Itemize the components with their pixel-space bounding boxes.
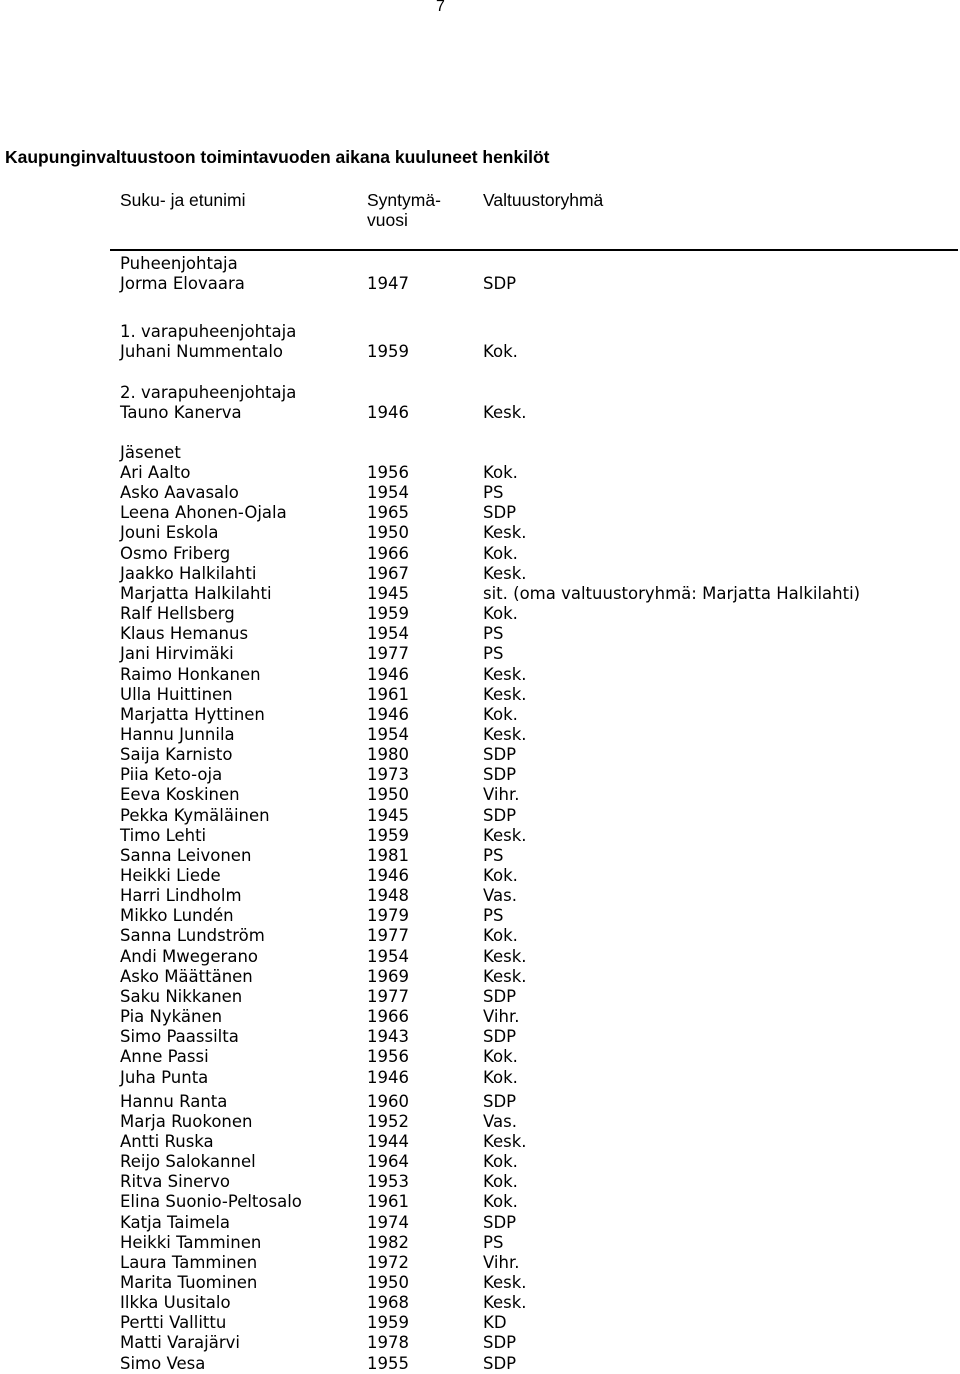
member-name: Mikko Lundén xyxy=(120,906,234,926)
table-row xyxy=(0,846,960,866)
member-birth-year: 1978 xyxy=(367,1333,409,1353)
table-row xyxy=(0,523,960,543)
table-row xyxy=(0,725,960,745)
table-row xyxy=(0,1293,960,1313)
member-group: Vihr. xyxy=(483,1007,520,1027)
member-birth-year: 1945 xyxy=(367,805,409,825)
member-group: sit. (oma valtuustoryhmä: Marjatta Halkilahti) xyxy=(483,583,861,603)
table-row xyxy=(0,906,960,926)
column-header-birth-year: Syntymä- vuosi xyxy=(367,190,441,230)
member-birth-year: 1948 xyxy=(367,886,409,906)
member-group: KD xyxy=(483,1313,507,1333)
member-name: Ilkka Uusitalo xyxy=(120,1293,231,1313)
header-divider xyxy=(110,249,958,251)
member-birth-year: 1946 xyxy=(367,664,409,684)
member-name: Reijo Salokannel xyxy=(120,1152,256,1172)
member-group: Kok. xyxy=(483,1192,518,1212)
member-birth-year: 1980 xyxy=(367,745,409,765)
member-birth-year: 1954 xyxy=(367,946,409,966)
member-group: SDP xyxy=(483,1027,517,1047)
member-name: Matti Varajärvi xyxy=(120,1333,240,1353)
member-name: Anne Passi xyxy=(120,1047,209,1067)
member-birth-year: 1966 xyxy=(367,543,409,563)
member-group: Kok. xyxy=(483,1067,518,1087)
member-birth-year: 1946 xyxy=(367,866,409,885)
table-row xyxy=(0,604,960,624)
member-birth-year: 1956 xyxy=(367,1047,409,1067)
member-group: SDP xyxy=(483,1353,517,1373)
member-group: Kok. xyxy=(483,1047,518,1067)
member-group: Kok. xyxy=(483,604,518,624)
table-row xyxy=(0,1354,960,1374)
table-row xyxy=(0,483,960,503)
table-row xyxy=(0,866,960,886)
table-row xyxy=(0,826,960,846)
member-group: Vihr. xyxy=(483,785,520,805)
member-birth-year: 1952 xyxy=(367,1111,409,1131)
member-birth-year: 1954 xyxy=(367,483,409,503)
member-name: Sanna Leivonen xyxy=(120,845,252,865)
member-birth-year: 1950 xyxy=(367,785,409,805)
member-birth-year: 1959 xyxy=(367,604,409,624)
member-group: Vas. xyxy=(483,1111,517,1131)
section-label-chair: Puheenjohtaja xyxy=(120,254,238,273)
table-row xyxy=(0,806,960,826)
member-name: Saku Nikkanen xyxy=(120,986,243,1006)
table-row xyxy=(0,274,960,294)
member-birth-year: 1973 xyxy=(367,765,409,785)
member-birth-year: 1953 xyxy=(367,1172,409,1192)
table-row xyxy=(0,685,960,705)
table-row xyxy=(0,1132,960,1152)
member-group: Kok. xyxy=(483,866,518,885)
member-group: Kesk. xyxy=(483,523,527,543)
member-group: SDP xyxy=(483,745,517,765)
member-group: Kesk. xyxy=(483,966,527,986)
member-birth-year: 1981 xyxy=(367,845,409,865)
table-row xyxy=(0,1273,960,1293)
member-birth-year: 1950 xyxy=(367,523,409,543)
member-group: Vas. xyxy=(483,886,517,906)
table-row xyxy=(0,785,960,805)
member-birth-year: 1969 xyxy=(367,966,409,986)
member-group: SDP xyxy=(483,765,517,785)
member-group: PS xyxy=(483,1232,504,1252)
member-group: SDP xyxy=(483,503,517,523)
member-group: Kesk. xyxy=(483,1131,527,1151)
member-name: Asko Aavasalo xyxy=(120,483,239,503)
member-birth-year: 1954 xyxy=(367,624,409,644)
table-row xyxy=(0,624,960,644)
member-name: Simo Vesa xyxy=(120,1353,206,1373)
member-birth-year: 1961 xyxy=(367,684,409,704)
column-header-council-group: Valtuustoryhmä xyxy=(483,190,604,210)
table-row xyxy=(0,705,960,725)
member-group: SDP xyxy=(483,1091,517,1111)
member-group: Kesk. xyxy=(483,724,527,744)
member-birth-year: 1946 xyxy=(367,403,409,422)
member-group: PS xyxy=(483,845,504,865)
table-row xyxy=(0,967,960,987)
table-row xyxy=(0,1027,960,1047)
table-row xyxy=(0,564,960,584)
member-name: Antti Ruska xyxy=(120,1131,214,1151)
member-birth-year: 1946 xyxy=(367,704,409,724)
table-row xyxy=(0,1047,960,1067)
member-group: Kesk. xyxy=(483,946,527,966)
member-group: Kesk. xyxy=(483,825,527,845)
member-group: Kesk. xyxy=(483,664,527,684)
member-birth-year: 1950 xyxy=(367,1273,409,1292)
member-name: Ralf Hellsberg xyxy=(120,604,235,624)
member-name: Jouni Eskola xyxy=(120,523,219,543)
member-group: SDP xyxy=(483,274,517,293)
member-name: Juha Punta xyxy=(120,1067,209,1087)
page-title: Kaupunginvaltuustoon toimintavuoden aikana kuuluneet henkilöt xyxy=(5,147,550,167)
member-group: Kok. xyxy=(483,1172,518,1192)
member-group: Kok. xyxy=(483,463,518,482)
member-name: Elina Suonio-Peltosalo xyxy=(120,1192,302,1212)
member-birth-year: 1955 xyxy=(367,1353,409,1373)
table-row xyxy=(0,463,960,483)
member-name: Ari Aalto xyxy=(120,463,191,482)
member-group: SDP xyxy=(483,1212,517,1232)
table-row xyxy=(0,665,960,685)
member-group: Kesk. xyxy=(483,563,527,583)
member-name: Andi Mwegerano xyxy=(120,946,259,966)
member-birth-year: 1966 xyxy=(367,1007,409,1027)
member-group: Kok. xyxy=(483,926,518,946)
member-name: Osmo Friberg xyxy=(120,543,231,563)
table-row xyxy=(0,342,960,362)
member-group: SDP xyxy=(483,1333,517,1353)
member-group: Kesk. xyxy=(483,403,527,422)
member-birth-year: 1964 xyxy=(367,1152,409,1172)
member-name: Marjatta Halkilahti xyxy=(120,583,272,603)
table-row xyxy=(0,1253,960,1273)
member-group: PS xyxy=(483,624,504,644)
page-number: 7 xyxy=(436,0,445,15)
table-row xyxy=(0,1213,960,1233)
member-name: Klaus Hemanus xyxy=(120,624,249,644)
member-group: Vihr. xyxy=(483,1252,520,1272)
member-name: Juhani Nummentalo xyxy=(120,342,283,361)
table-row xyxy=(0,886,960,906)
member-birth-year: 1959 xyxy=(367,1313,409,1333)
member-group: Kesk. xyxy=(483,1273,527,1292)
section-label-second-vice-chair: 2. varapuheenjohtaja xyxy=(120,383,297,402)
member-birth-year: 1982 xyxy=(367,1232,409,1252)
table-row xyxy=(0,644,960,664)
member-birth-year: 1977 xyxy=(367,926,409,946)
member-group: SDP xyxy=(483,805,517,825)
member-birth-year: 1968 xyxy=(367,1293,409,1313)
member-name: Piia Keto-oja xyxy=(120,765,223,785)
member-birth-year: 1954 xyxy=(367,724,409,744)
member-name: Heikki Tamminen xyxy=(120,1232,262,1252)
member-name: Katja Taimela xyxy=(120,1212,231,1232)
member-name: Asko Määttänen xyxy=(120,966,253,986)
member-birth-year: 1943 xyxy=(367,1027,409,1047)
member-name: Jani Hirvimäki xyxy=(120,644,234,664)
table-row xyxy=(0,1092,960,1112)
member-name: Harri Lindholm xyxy=(120,886,242,906)
member-name: Jorma Elovaara xyxy=(120,274,245,293)
member-group: Kesk. xyxy=(483,684,527,704)
table-row xyxy=(0,1152,960,1172)
member-name: Marja Ruokonen xyxy=(120,1111,253,1131)
member-birth-year: 1961 xyxy=(367,1192,409,1212)
member-name: Pekka Kymäläinen xyxy=(120,805,270,825)
member-name: Eeva Koskinen xyxy=(120,785,240,805)
member-name: Pia Nykänen xyxy=(120,1007,223,1027)
table-row xyxy=(0,1172,960,1192)
member-birth-year: 1977 xyxy=(367,986,409,1006)
member-name: Pertti Vallittu xyxy=(120,1313,227,1333)
member-name: Ulla Huittinen xyxy=(120,684,233,704)
member-group: SDP xyxy=(483,986,517,1006)
table-row xyxy=(0,403,960,423)
table-row xyxy=(0,1233,960,1253)
table-row xyxy=(0,503,960,523)
member-name: Marjatta Hyttinen xyxy=(120,704,265,724)
section-label-first-vice-chair: 1. varapuheenjohtaja xyxy=(120,322,297,341)
member-birth-year: 1960 xyxy=(367,1091,409,1111)
table-row xyxy=(0,544,960,564)
member-name: Sanna Lundström xyxy=(120,926,265,946)
table-row xyxy=(0,1192,960,1212)
member-birth-year: 1959 xyxy=(367,342,409,361)
member-birth-year: 1947 xyxy=(367,274,409,293)
member-group: Kok. xyxy=(483,342,518,361)
member-group: Kok. xyxy=(483,543,518,563)
table-row xyxy=(0,745,960,765)
section-label-members: Jäsenet xyxy=(120,443,181,462)
member-name: Marita Tuominen xyxy=(120,1273,258,1292)
member-group: PS xyxy=(483,906,504,926)
member-birth-year: 1946 xyxy=(367,1067,409,1087)
member-birth-year: 1956 xyxy=(367,463,409,482)
table-row xyxy=(0,1007,960,1027)
table-row xyxy=(0,926,960,946)
member-birth-year: 1967 xyxy=(367,563,409,583)
member-name: Timo Lehti xyxy=(120,825,207,845)
table-row xyxy=(0,1112,960,1132)
member-name: Leena Ahonen-Ojala xyxy=(120,503,287,523)
member-name: Jaakko Halkilahti xyxy=(120,563,257,583)
member-birth-year: 1974 xyxy=(367,1212,409,1232)
table-row xyxy=(0,1313,960,1333)
table-row xyxy=(0,947,960,967)
member-birth-year: 1972 xyxy=(367,1252,409,1272)
member-group: Kok. xyxy=(483,704,518,724)
member-name: Simo Paassilta xyxy=(120,1027,239,1047)
member-name: Tauno Kanerva xyxy=(120,403,242,422)
member-birth-year: 1959 xyxy=(367,825,409,845)
member-name: Hannu Ranta xyxy=(120,1091,228,1111)
member-name: Ritva Sinervo xyxy=(120,1172,230,1192)
member-group: PS xyxy=(483,483,504,503)
column-header-name: Suku- ja etunimi xyxy=(120,190,246,210)
member-birth-year: 1977 xyxy=(367,644,409,664)
member-name: Saija Karnisto xyxy=(120,745,233,765)
table-row xyxy=(0,584,960,604)
member-group: Kesk. xyxy=(483,1293,527,1313)
member-birth-year: 1944 xyxy=(367,1131,409,1151)
member-group: Kok. xyxy=(483,1152,518,1172)
member-name: Raimo Honkanen xyxy=(120,664,261,684)
member-name: Heikki Liede xyxy=(120,866,221,885)
member-birth-year: 1979 xyxy=(367,906,409,926)
table-row xyxy=(0,1068,960,1088)
table-row xyxy=(0,1333,960,1353)
table-row xyxy=(0,765,960,785)
table-row xyxy=(0,987,960,1007)
member-birth-year: 1965 xyxy=(367,503,409,523)
member-birth-year: 1945 xyxy=(367,583,409,603)
member-group: PS xyxy=(483,644,504,664)
member-name: Hannu Junnila xyxy=(120,724,235,744)
member-name: Laura Tamminen xyxy=(120,1252,258,1272)
